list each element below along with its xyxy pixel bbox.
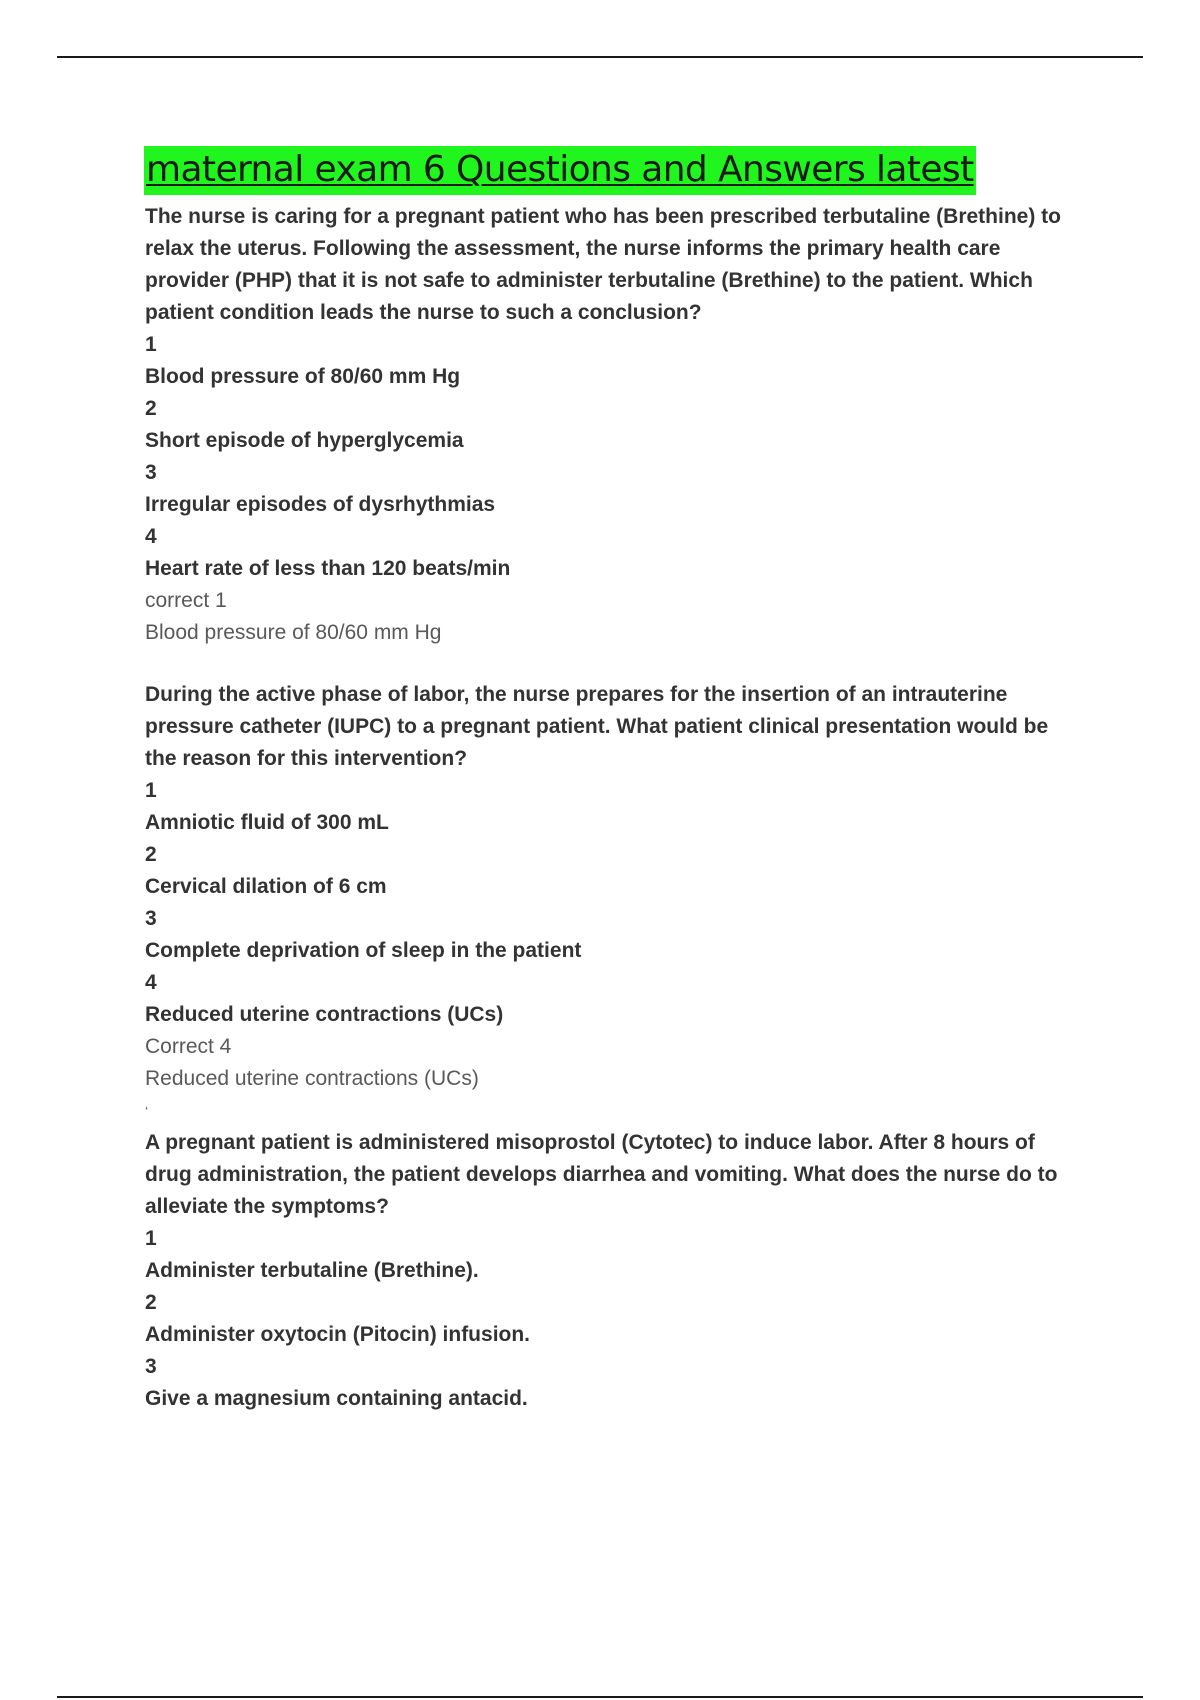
option-number: 1: [145, 779, 157, 802]
title-highlight: [144, 146, 976, 195]
question-1-stem-line: patient condition leads the nurse to such a conclusion?: [145, 301, 702, 324]
document-body: [145, 146, 1095, 1415]
option-text: Administer oxytocin (Pitocin) infusion.: [145, 1323, 531, 1346]
question-3-stem-line: A pregnant patient is administered misoprostol (Cytotec) to induce labor. After 8 hours of: [145, 1131, 1035, 1154]
question-2-stem-line: pressure catheter (IUPC) to a pregnant patient. What patient clinical presentation would be: [145, 715, 1049, 738]
option-text: Short episode of hyperglycemia: [145, 429, 464, 452]
question-block-2: [145, 679, 1095, 1127]
option-text: Blood pressure of 80/60 mm Hg: [145, 365, 461, 388]
question-2-stem-line: the reason for this intervention?: [145, 747, 468, 770]
option-text: Reduced uterine contractions (UCs): [145, 1003, 504, 1026]
option-number: 1: [145, 1227, 157, 1250]
option-text: Heart rate of less than 120 beats/min: [145, 557, 511, 580]
stray-mark: ‘: [145, 1103, 149, 1119]
question-1-stem-line: The nurse is caring for a pregnant patient who has been prescribed terbutaline (Brethine) to: [145, 205, 1061, 228]
option-text: Administer terbutaline (Brethine).: [145, 1259, 479, 1282]
question-3-stem-line: drug administration, the patient develops diarrhea and vomiting. What does the nurse do to: [145, 1163, 1058, 1186]
option-number: 4: [145, 971, 157, 994]
option-number: 3: [145, 907, 157, 930]
option-text: Give a magnesium containing antacid.: [145, 1387, 528, 1410]
question-3-stem-line: alleviate the symptoms?: [145, 1195, 389, 1218]
question-2-stem-line: During the active phase of labor, the nurse prepares for the insertion of an intrauterine: [145, 683, 1008, 706]
option-number: 3: [145, 1355, 157, 1378]
question-block-3: [145, 1127, 1095, 1415]
question-1-stem-line: relax the uterus. Following the assessment, the nurse informs the primary health care: [145, 237, 1001, 260]
answer-text: Blood pressure of 80/60 mm Hg: [145, 621, 442, 644]
option-number: 3: [145, 461, 157, 484]
top-rule: [57, 56, 1143, 58]
answer-label: correct 1: [145, 589, 227, 612]
question-block-1: [145, 201, 1095, 649]
option-text: Amniotic fluid of 300 mL: [145, 811, 389, 834]
document-title: maternal exam 6 Questions and Answers latest: [146, 149, 974, 190]
option-text: Irregular episodes of dysrhythmias: [145, 493, 496, 516]
answer-text: Reduced uterine contractions (UCs): [145, 1067, 479, 1090]
question-1-stem-line: provider (PHP) that it is not safe to administer terbutaline (Brethine) to the patient. Which: [145, 269, 1033, 292]
answer-label: Correct 4: [145, 1035, 232, 1058]
option-number: 2: [145, 397, 157, 420]
option-number: 4: [145, 525, 157, 548]
question-spacer: [145, 649, 1095, 679]
option-text: Cervical dilation of 6 cm: [145, 875, 387, 898]
option-number: 2: [145, 1291, 157, 1314]
bottom-rule: [57, 1696, 1143, 1698]
option-number: 2: [145, 843, 157, 866]
option-text: Complete deprivation of sleep in the patient: [145, 939, 582, 962]
option-number: 1: [145, 333, 157, 356]
